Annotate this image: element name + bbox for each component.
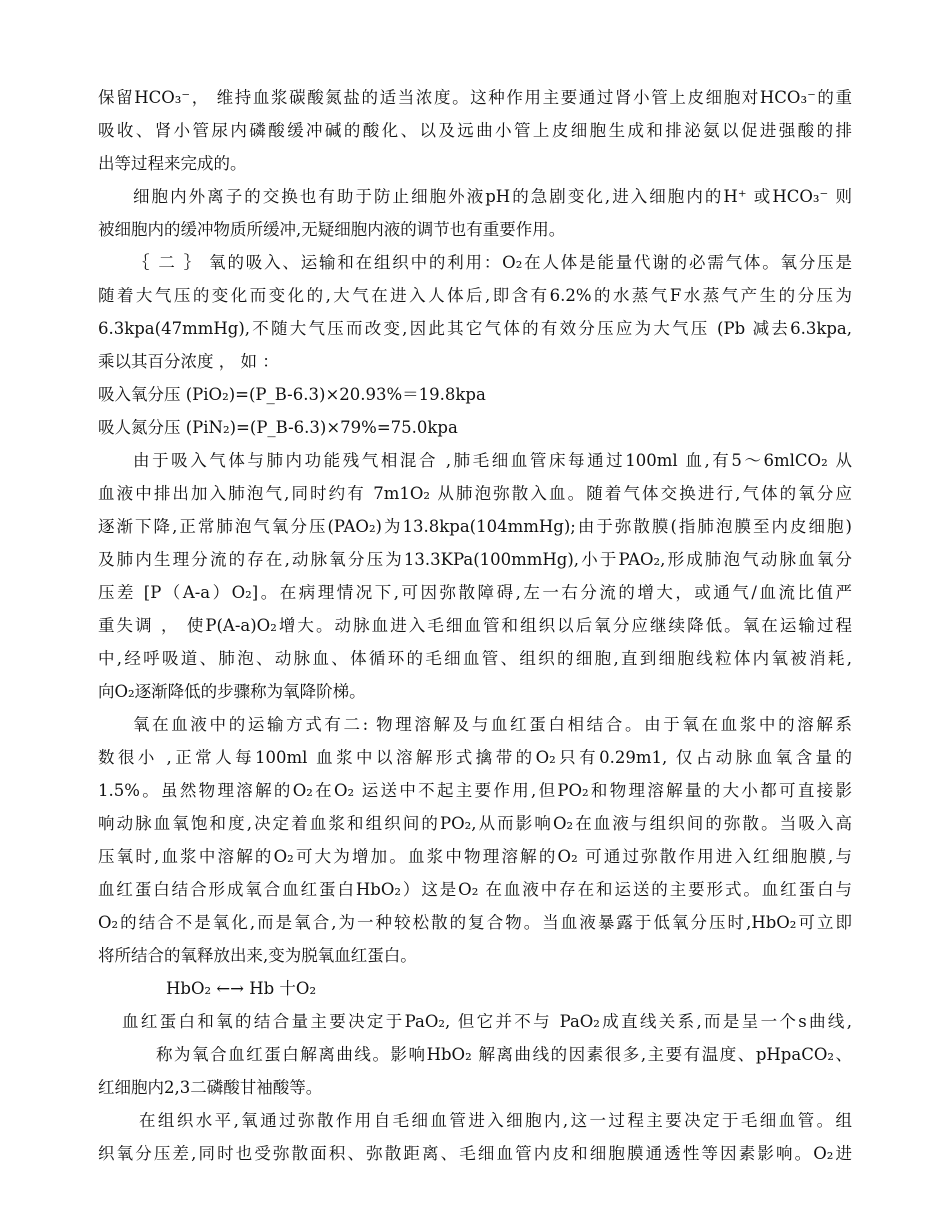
text-line: 吸收、肾小管尿内磷酸缓冲碱的酸化、以及远曲小管上皮细胞生成和排泌氨以促进强酸的排 — [98, 121, 852, 140]
text-line: 将所结合的氧释放出来,变为脱氧血红蛋白。 — [98, 946, 417, 965]
text-line: 血红蛋白和氧的结合量主要决定于PaO₂, 但它并不与 PaO₂成直线关系,而是呈一个s曲线, — [122, 1012, 852, 1031]
text-line: 氧在血液中的运输方式有二: 物理溶解及与血红蛋白相结合。由于氧在血浆中的溶解系 — [133, 715, 852, 734]
text-line: 重失调 ， 使P(A-a)O₂增大。动脉血进入毛细血管和组织以后氧分应继续降低。氧在运输过程 — [98, 616, 852, 635]
text-line: 及肺内生理分流的存在,动脉氧分压为13.3KPa(100mmHg),小于PAO₂,形成肺泡气动脉血氧分 — [98, 550, 852, 569]
formula-line: 吸人氮分压 (PiN₂)=(P_B-6.3)×79%=75.0kpa — [98, 418, 458, 437]
text-line: 随着大气压的变化而变化的,大气在进入人体后,即含有6.2%的水蒸气F水蒸气产生的分压为 — [98, 286, 852, 305]
text-line: 压氧时,血浆中溶解的O₂可大为增加。血浆中物理溶解的O₂ 可通过弥散作用进入红细胞膜,与 — [98, 847, 852, 866]
text-line: 压差 [P（A-a）O₂]。在病理情况下,可因弥散障碍,左一右分流的增大，或通气/血流比值严 — [98, 583, 852, 602]
text-line: 血红蛋白结合形成氧合血红蛋白HbO₂）这是O₂ 在血液中存在和运送的主要形式。血红蛋白与 — [98, 880, 852, 899]
text-line: 6.3kpa(47mmHg),不随大气压而改变,因此其它气体的有效分压应为大气压 (Pb 减去6.3kpa, — [98, 319, 852, 338]
text-line: 出等过程来完成的。 — [98, 154, 247, 173]
text-line: 向O₂逐渐降低的步骤称为氧降阶梯。 — [98, 682, 366, 701]
text-line: 中,经呼吸道、肺泡、动脉血、体循环的毛细血管、组织的细胞,直到细胞线粒体内氧被消耗, — [98, 649, 852, 668]
text-line: 保留HCO₃⁻， 维持血浆碳酸氮盐的适当浓度。这种作用主要通过肾小管上皮细胞对HCO₃⁻的重 — [98, 88, 852, 107]
text-line: 数很小 ,正常人每100ml 血浆中以溶解形式擒带的O₂只有0.29m1, 仅占动脉血氧含量的 — [98, 748, 852, 767]
equation-line: HbO₂ ←→ Hb 十O₂ — [166, 979, 317, 998]
text-line: 在组织水平,氧通过弥散作用自毛细血管进入细胞内,这一过程主要决定于毛细血管。组 — [139, 1111, 852, 1130]
text-line: 响动脉血氧饱和度,决定着血浆和组织间的PO₂,从而影响O₂在血液与组织间的弥散。当吸入高 — [98, 814, 852, 833]
text-line: 细胞内外离子的交换也有助于防止细胞外液pH的急剧变化,进入细胞内的H⁺ 或HCO₃⁻ 则 — [133, 187, 852, 206]
text-line: 1.5%。虽然物理溶解的O₂在O₂ 运送中不起主要作用,但PO₂和物理溶解量的大小都可直接影 — [98, 781, 852, 800]
text-line: 被细胞内的缓冲物质所缓冲,无疑细胞内液的调节也有重要作用。 — [98, 220, 566, 239]
text-line: 血液中排出加入肺泡气,同时约有 7m1O₂ 从肺泡弥散入血。随着气体交换进行,气体的氧分应 — [98, 484, 852, 503]
text-line: 逐渐下降,正常肺泡气氧分压(PAO₂)为13.8kpa(104mmHg);由于弥散膜(指肺泡膜至内皮细胞) — [98, 517, 852, 536]
text-line: 称为氧合血红蛋白解离曲线。影响HbO₂ 解离曲线的因素很多,主要有温度、pHpaCO₂、 — [156, 1045, 852, 1064]
text-line: 织氧分压差,同时也受弥散面积、弥散距离、毛细血管内皮和细胞膜通透性等因素影响。O₂进 — [98, 1144, 852, 1163]
text-line: O₂的结合不是氧化,而是氧合,为一种较松散的复合物。当血液暴露于低氧分压时,HbO₂可立即 — [98, 913, 852, 932]
text-line: 由于吸入气体与肺内功能残气相混合 ,肺毛细血管床每通过100ml 血,有5～6mlCO₂ 从 — [133, 451, 852, 470]
formula-line: 吸入氧分压 (PiO₂)=(P_B-6.3)×20.93%＝19.8kpa — [98, 385, 486, 404]
text-line: ｛ 二 ｝ 氧的吸入、运输和在组织中的利用：O₂在人体是能量代谢的必需气体。氧分压是 — [133, 253, 852, 272]
text-line: 红细胞内2,3二磷酸甘袖酸等。 — [98, 1078, 323, 1097]
text-line: 乘以其百分浓度 ， 如 ： — [98, 352, 279, 371]
